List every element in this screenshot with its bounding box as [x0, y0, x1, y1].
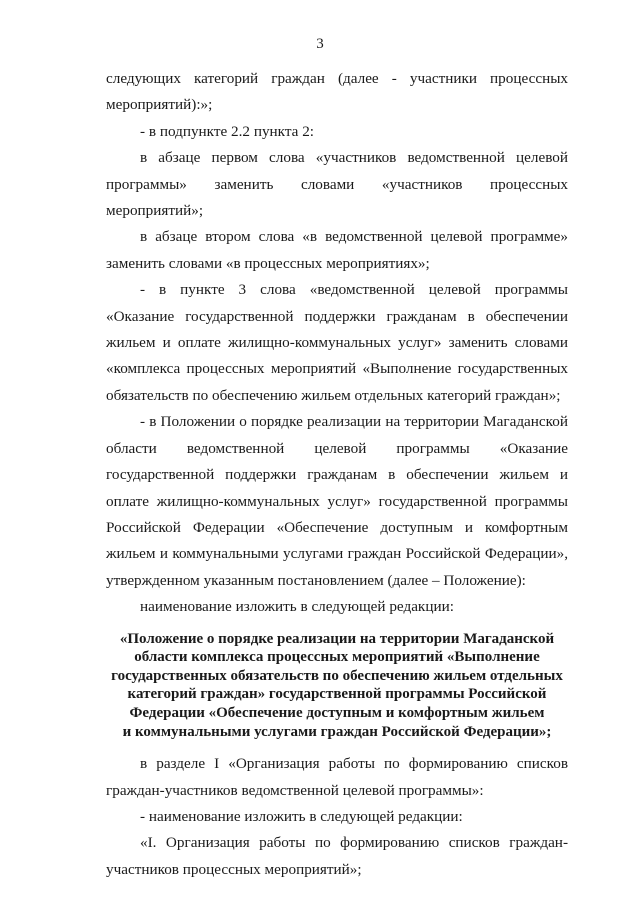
- paragraph-first-abzac: в абзаце первом слова «участников ведомственной целевой программы» заменить словами «участников процессных мероприятий»;: [106, 149, 568, 220]
- paragraph-subclause-2-2: - в подпункте 2.2 пункта 2:: [140, 122, 315, 140]
- title-line: и коммунальными услугами граждан Российской Федерации»;: [122, 723, 552, 740]
- paragraph-second-abzac: в абзаце втором слова «в ведомственной целевой программе» заменить словами «в процессных мероприятиях»;: [106, 228, 568, 272]
- document-body: [106, 66, 568, 883]
- paragraph-section-1: в разделе I «Организация работы по формированию списков граждан-участников ведомственной целевой программы»:: [106, 755, 568, 799]
- paragraph-name-edit: - наименование изложить в следующей редакции:: [140, 807, 463, 825]
- title-line: государственных обязательств по обеспечению жильем отдельных: [111, 667, 563, 684]
- title-line: области комплекса процессных мероприятий «Выполнение: [134, 649, 540, 666]
- page-number: 3: [316, 36, 324, 52]
- new-title-block: [106, 630, 568, 742]
- paragraph-regulation: - в Положении о порядке реализации на территории Магаданской области ведомственной целевой программы «Оказание государственной поддержки гражданам в обеспечении жильем и оплате жилищно-коммунальных услуг» государственной программы Российской Федерации «Обеспечение доступным и комфортным жильем и коммунальными услугами граждан Российской Федерации», утвержденном указанным постановлением (далее – Положение):: [106, 413, 568, 589]
- title-line: Федерации «Обеспечение доступным и комфортным жильем: [129, 704, 545, 721]
- paragraph-title-edit: наименование изложить в следующей редакции:: [140, 598, 454, 616]
- title-line: «Положение о порядке реализации на территории Магаданской: [119, 630, 555, 647]
- paragraph-clause-3: - в пункте 3 слова «ведомственной целевой программы «Оказание государственной поддержки гражданам в обеспечении жильем и оплате жилищно-коммунальных услуг» заменить словами «комплекса процессных мероприятий «Выполнение государственных обязательств по обеспечению жильем отдельных категорий граждан»;: [106, 281, 568, 404]
- paragraph-new-section-title: «I. Организация работы по формированию списков граждан-участников процессных мероприятий»;: [106, 834, 568, 878]
- title-line: категорий граждан» государственной программы Российской: [127, 686, 547, 703]
- paragraph-continuation: следующих категорий граждан (далее - участники процессных мероприятий):»;: [106, 70, 568, 114]
